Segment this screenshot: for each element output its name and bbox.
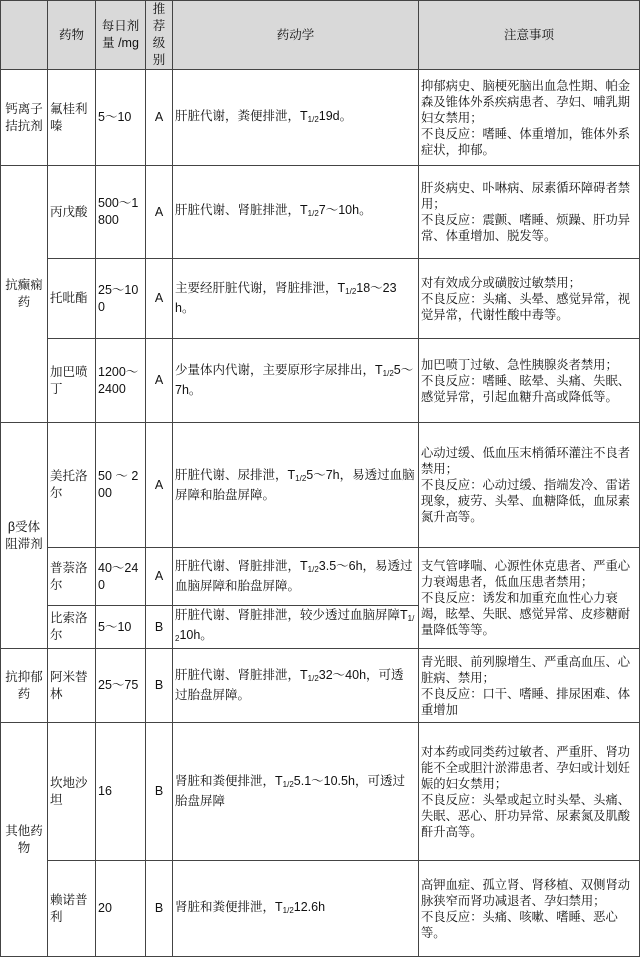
category-cell: 抗抑郁药 (1, 649, 48, 723)
table-row (1, 649, 640, 723)
dose-cell: 16 (96, 723, 146, 861)
pharmacokinetics-cell: 肝脏代谢、肾脏排泄，$T_{1/2}3.5\sim 6h$，易透过血脑屏障和胎盘屏障。 (173, 548, 419, 606)
category-cell: 其他药物 (1, 723, 48, 957)
drug-name-cell: 比索洛尔 (48, 606, 96, 649)
dose-cell: 5～10 (96, 606, 146, 649)
table-row (1, 259, 640, 339)
notes-cell: 肝炎病史、卟啉病、尿素循环障碍者禁用； 不良反应：震颤、嗜睡、烦躁、肝功异常、体重增加、脱发等。 (419, 166, 640, 259)
level-cell: B (146, 649, 173, 723)
header-dose: 每日剂量 /mg (96, 1, 146, 70)
dose-cell: 25～75 (96, 649, 146, 723)
pharmacokinetics-cell: 肝脏代谢、尿排泄，$T_{1/2}5\sim 7h$，易透过血脑屏障和胎盘屏障。 (173, 423, 419, 548)
dose-cell: 20 (96, 861, 146, 957)
header-category (1, 1, 48, 70)
drug-name-cell: 氟桂利嗪 (48, 70, 96, 166)
level-cell: A (146, 339, 173, 423)
table-row (1, 339, 640, 423)
drug-name-cell: 加巴喷丁 (48, 339, 96, 423)
table-row (1, 166, 640, 259)
table-row (1, 723, 640, 861)
notes-cell: 加巴喷丁过敏、急性胰腺炎者禁用； 不良反应：嗜睡、眩晕、头痛、失眠、感觉异常，引起血糖升高或降低等。 (419, 339, 640, 423)
drug-name-cell: 赖诺普利 (48, 861, 96, 957)
level-cell: B (146, 606, 173, 649)
pharmacokinetics-cell: 少量体内代谢，主要原形字尿排出，$T_{1/2}5\sim 7h$。 (173, 339, 419, 423)
dose-cell: 1200～2400 (96, 339, 146, 423)
table-row (1, 548, 640, 606)
level-cell: A (146, 423, 173, 548)
drug-name-cell: 美托洛尔 (48, 423, 96, 548)
dose-cell: 50 ～ 200 (96, 423, 146, 548)
notes-cell: 对有效成分或磺胺过敏禁用； 不良反应：头痛、头晕、感觉异常，视觉异常，代谢性酸中毒等。 (419, 259, 640, 339)
header-pharmacokinetics: 药动学 (173, 1, 419, 70)
notes-cell: 高钾血症、孤立肾、肾移植、双侧肾动脉狭窄而肾功减退者、孕妇禁用； 不良反应：头痛、咳嗽、嗜睡、恶心等。 (419, 861, 640, 957)
drug-name-cell: 丙戊酸 (48, 166, 96, 259)
pharmacokinetics-cell: 肝脏代谢、肾脏排泄，较少透过血脑屏障$T_{1/2}10h$。 (173, 606, 419, 649)
header-notes: 注意事项 (419, 1, 640, 70)
category-cell: 钙离子拮抗剂 (1, 70, 48, 166)
category-cell: 抗癫痫药 (1, 166, 48, 423)
pharmacokinetics-cell: 主要经肝脏代谢，肾脏排泄，$T_{1/2}18\sim 23h$。 (173, 259, 419, 339)
level-cell: B (146, 723, 173, 861)
notes-cell: 支气管哮喘、心源性休克患者、严重心力衰竭患者，低血压患者禁用； 不良反应：诱发和加重充血性心力衰竭，眩晕、失眠、感觉异常、皮疹糖耐量降低等等。 (419, 548, 640, 649)
pharmacokinetics-cell: 肾脏和粪便排泄，$T_{1/2}5.1\sim 10.5h$，可透过胎盘屏障 (173, 723, 419, 861)
level-cell: A (146, 166, 173, 259)
header-row (1, 1, 640, 70)
category-cell: β受体阻滞剂 (1, 423, 48, 649)
drug-name-cell: 阿米替林 (48, 649, 96, 723)
dose-cell: 500～1800 (96, 166, 146, 259)
dose-cell: 40～240 (96, 548, 146, 606)
dose-cell: 5～10 (96, 70, 146, 166)
notes-cell: 青光眼、前列腺增生、严重高血压、心脏病、禁用； 不良反应：口干、嗜睡、排尿困难、体重增加 (419, 649, 640, 723)
drug-name-cell: 坎地沙坦 (48, 723, 96, 861)
notes-cell: 抑郁病史、脑梗死脑出血急性期、帕金森及锥体外系疾病患者、孕妇、哺乳期妇女禁用； 不良反应：嗜睡、体重增加，锥体外系症状，抑郁。 (419, 70, 640, 166)
level-cell: A (146, 70, 173, 166)
table-row (1, 70, 640, 166)
pharmacokinetics-cell: 肝脏代谢，粪便排泄，$T_{1/2}19d$。 (173, 70, 419, 166)
table-row (1, 423, 640, 548)
dose-cell: 25～100 (96, 259, 146, 339)
header-drug: 药物 (48, 1, 96, 70)
notes-cell: 心动过缓、低血压末梢循环灌注不良者禁用； 不良反应：心动过缓、指端发冷、雷诺现象，疲劳、头晕、血糖降低，血尿素氮升高等。 (419, 423, 640, 548)
drug-name-cell: 托吡酯 (48, 259, 96, 339)
drug-name-cell: 普萘洛尔 (48, 548, 96, 606)
pharmacokinetics-cell: 肝脏代谢、肾脏排泄，$T_{1/2}32\sim 40h$，可透过胎盘屏障。 (173, 649, 419, 723)
level-cell: A (146, 548, 173, 606)
header-level: 推荐级别 (146, 1, 173, 70)
table-row (1, 861, 640, 957)
notes-cell: 对本药或同类药过敏者、严重肝、肾功能不全或胆汁淤滞患者、孕妇或计划妊娠的妇女禁用； 不良反应：头晕或起立时头晕、头痛、失眠、恶心、肝功异常、尿素氮及肌酸酐升高等。 (419, 723, 640, 861)
pharmacokinetics-cell: 肾脏和粪便排泄，$T_{1/2}12.6h$ (173, 861, 419, 957)
level-cell: B (146, 861, 173, 957)
pharmacokinetics-cell: 肝脏代谢、肾脏排泄，$T_{1/2}7\sim 10h$。 (173, 166, 419, 259)
level-cell: A (146, 259, 173, 339)
